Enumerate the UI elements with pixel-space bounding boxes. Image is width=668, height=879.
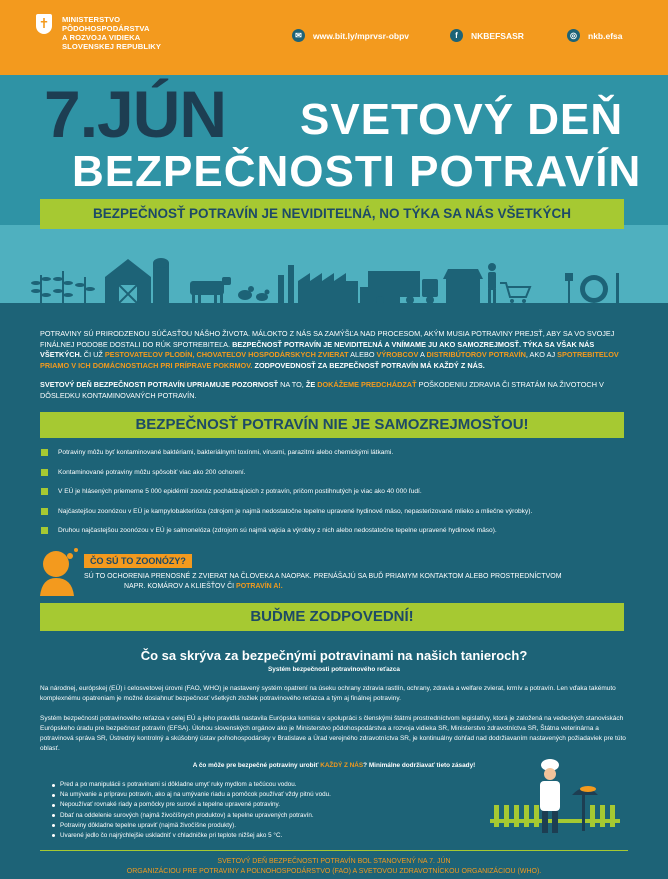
bullet-square-icon — [41, 488, 48, 495]
section-title-safety: BEZPEČNOSŤ POTRAVÍN NIE JE SAMOZREJMOSŤOU! — [40, 412, 624, 438]
intro-highlight: VÝROBCOV — [376, 350, 419, 359]
list-item: Na umývanie a prípravu potravín, ako aj na umývanie riadu a pomôcok používať vždy pitnú vodu. — [52, 790, 482, 800]
plant-icon — [31, 271, 95, 303]
intro-bold: ŽE — [305, 380, 316, 389]
zoonoses-highlight: POTRAVÍN A!. — [236, 583, 283, 590]
shop-icon — [443, 269, 483, 303]
system-subheading: Systém bezpečnosti potravinového reťazca — [268, 666, 400, 673]
footer-note — [0, 857, 668, 877]
zoonoses-heading: ČO SÚ TO ZOONÓZY? — [84, 554, 192, 568]
instagram-icon: ◎ — [567, 29, 580, 42]
intro-highlight: SPOTREBITEĽOV PRIAMO V ICH DOMÁCNOSTIACH PRI PRÍPRAVE POKRMOV. — [40, 350, 619, 370]
principles-text: ? Minimálne dodržiavať tieto zásady! — [363, 762, 476, 769]
zoonoses-line-text: NAPR. KOMÁROV A KLIEŠŤOV ČI — [124, 583, 235, 590]
facts-list — [40, 448, 630, 546]
intro-text: POTRAVINY SÚ PRIRODZENOU SÚČASŤOU NÁŠHO ŽIVOTA. MÁLOKTO Z NÁS SA ZAMÝŠĽA NAD PROCESOM, AKÝM MUSIA POTRAVINY PREJSŤ, ABY SA VO SVOJEJ FINÁLNEJ PODOBE DOSTALI DO RÚK SPOTREBITEĽA. — [40, 329, 615, 349]
list-item — [40, 487, 630, 507]
coat-of-arms-icon — [36, 14, 52, 34]
intro-highlight: DISTRIBÚTOROV POTRAVÍN — [426, 350, 526, 359]
instagram-link[interactable]: nkb.efsa — [588, 30, 623, 41]
footer-line: SVETOVÝ DEŇ BEZPEČNOSTI POTRAVÍN BOL STANOVENÝ NA 7. JÚN — [217, 858, 451, 865]
zoonoses-box — [40, 544, 628, 599]
facebook-link[interactable]: NKBEFSASR — [471, 30, 524, 41]
list-item — [40, 507, 630, 527]
social-web[interactable] — [292, 29, 409, 42]
bullet-square-icon — [41, 469, 48, 476]
zoonoses-text — [84, 572, 562, 592]
silo-icon — [153, 258, 169, 303]
cow-icon — [190, 277, 231, 303]
system-paragraph-2: Systém bezpečnosti potravinového reťazca v celej EÚ a jeho pravidlá nastavila Európska komisia v spolupráci s členskými štátmi prostredníctvom legislatívy, ktorá je založená na vedeckých stanoviskách Európskeho úradu pre bezpečnosť potravín (EFSA). Úlohou slovenských orgánov ako je Ministerstvo pôdohospodárstva a rozvoja vidieka SR, Ministerstvo zdravotníctva SR, Štátna veterinárna a potravinová správa SR, Ústredný kontrolný a skúšobný ústav poľnohospodársky v Bratislave a Úrad verejného zdravotníctva SR, je kontinuálny dohľad nad dodržiavaním nastavených požiadaviek pre túto oblasť. — [40, 715, 626, 752]
question-heading: Čo sa skrýva za bezpečnými potravinami na našich tanieroch? — [140, 648, 528, 663]
intro-text: NA TO, — [280, 380, 304, 389]
tips-list — [52, 780, 482, 841]
ministry-line: SLOVENSKEJ REPUBLIKY — [62, 42, 162, 51]
bullet-square-icon — [41, 449, 48, 456]
subtitle-band — [40, 199, 624, 229]
subtitle: BEZPEČNOSŤ POTRAVÍN JE NEVIDITEĽNÁ, NO TÝKA SA NÁS VŠETKÝCH — [92, 206, 572, 221]
intro-bold: ZODPOVEDNOSŤ ZA BEZPEČNOSŤ POTRAVÍN MÁ KAŽDÝ Z NÁS. — [254, 360, 485, 370]
bullet-square-icon — [41, 508, 48, 515]
bullet-square-icon — [41, 527, 48, 534]
list-item — [40, 526, 630, 546]
principles-highlight: KAŽDÝ Z NÁS — [320, 762, 364, 769]
list-item: Dbať na oddelenie surových (najmä živočíšnych produktov) a tepelne upravených potravín. — [52, 811, 482, 821]
intro-highlight: DOKÁŽEME PREDCHÁDZAŤ — [317, 380, 417, 389]
list-item: Potraviny dôkladne tepelne upraviť (najmä živočíšne produkty). — [52, 821, 482, 831]
facebook-icon: f — [450, 29, 463, 42]
chef-grill-illustration — [490, 757, 620, 842]
shopper-icon — [488, 263, 530, 303]
footer-line: ORGANIZÁCIOU PRE POTRAVINY A POĽNOHOSPODÁRSTVO (FAO) A SVETOVOU ZDRAVOTNÍCKOU ORGANIZÁCIOU (WHO). — [126, 868, 542, 875]
system-paragraph-1: Na národnej, európskej (EÚ) i celosvetovej úrovni (FAO, WHO) je nastavený systém opatrení na úseku ochrany zdravia rastlín, ochrany, zdravia a welfare zvierat, krmív a potravín. Len vďaka takémuto komplexnému opatreniam je možné dosiahnuť bezpečnosť všetkých zložiek potravinového reťazca a tým aj finálnej potraviny. — [40, 685, 616, 702]
intro-bold: SVETOVÝ DEŇ BEZPEČNOSTI POTRAVÍN UPRIAMUJE POZORNOSŤ — [40, 380, 279, 389]
mail-icon: ✉ — [292, 29, 305, 42]
list-item: Uvarené jedlo čo najrýchlejšie uskladniť v chladničke pri teplote nižšej ako 5 °C. — [52, 831, 482, 841]
list-item: Nepoužívať rovnaké riady a pomôcky pre surové a tepelne upravené potraviny. — [52, 800, 482, 810]
intro-paragraph-2 — [40, 380, 628, 401]
principles-text: A čo môže pre bezpečné potraviny urobiť — [192, 762, 319, 769]
list-item-text: Najčastejšou zoonózou v EÚ je kampylobakterióza (zdrojom je najmä nedostatočne tepelne upravené hydinové mäso, nepasterizované mlieko a mliečne výrobky). — [58, 507, 533, 515]
list-item-text: Potraviny môžu byť kontaminované baktériami, bakteriálnymi toxínmi, vírusmi, parazitmi alebo chemickými látkami. — [58, 449, 394, 456]
header-bar — [0, 0, 668, 75]
intro-text: ČI UŽ — [83, 350, 103, 359]
event-date: 7.JÚN — [44, 77, 227, 151]
plate-icon — [565, 273, 619, 303]
footer-divider — [40, 850, 628, 851]
title-line-2: BEZPEČNOSTI POTRAVÍN — [72, 147, 642, 196]
list-item-text: Druhou najčastejšou zoonózou v EÚ je salmonelóza (zdrojom sú najmä vajcia a výrobky z nich alebo nedostatočne tepelne upravené hydinové mäso). — [58, 527, 497, 534]
list-item-text: Kontaminované potraviny môžu spôsobiť viac ako 200 ochorení. — [58, 468, 246, 476]
intro-text: ALEBO — [350, 350, 375, 359]
list-item: Pred a po manipulácii s potravinami si dôkladne umyť ruky mydlom a tečúcou vodou. — [52, 780, 482, 790]
intro-paragraph — [40, 329, 628, 371]
social-facebook[interactable] — [450, 29, 524, 42]
zoonoses-line — [84, 582, 562, 592]
truck-icon — [368, 271, 438, 304]
food-chain-illustration — [0, 245, 668, 312]
ground-strip — [0, 303, 668, 312]
web-link[interactable]: www.bit.ly/mprvsr-obpv — [313, 30, 410, 41]
ministry-line: A ROZVOJA VIDIEKA — [62, 33, 141, 42]
chicken-icon — [238, 286, 270, 301]
ministry-name — [62, 15, 161, 51]
ministry-line: PÔDOHOSPODÁRSTVA — [62, 24, 150, 33]
list-item-text: V EÚ je hlásených priemerne 5 000 epidémií zoonóz pochádzajúcich z potravín, pričom postihnutých je viac ako 40 000 ľudí. — [58, 488, 422, 495]
section-title-responsible: BUĎME ZODPOVEDNÍ! — [40, 603, 624, 631]
barn-icon — [105, 259, 151, 303]
list-item — [40, 468, 630, 488]
intro-bold: BEZPEČNOSŤ POTRAVÍN JE NEVIDITEĽNÁ A VNÍMAME JU AKO SAMOZREJMOSŤ. TÝKA SA VŠAK NÁS VŠETKÝCH. — [40, 339, 595, 359]
intro-text: POŠKODENIU ZDRAVIA ČI STRATÁM NA ŽIVOTOCH V DÔSLEDKU KONTAMINOVANÝCH POTRAVÍN. — [40, 380, 604, 400]
thinking-person-icon — [40, 548, 80, 596]
intro-highlight: PESTOVATEĽOV PLODÍN, CHOVATEĽOV HOSPODÁRSKYCH ZVIERAT — [104, 350, 349, 359]
ministry-line: MINISTERSTVO — [62, 15, 121, 24]
list-item — [40, 448, 630, 468]
zoonoses-line: SÚ TO OCHORENIA PRENOSNÉ Z ZVIERAT NA ČLOVEKA A NAOPAK. PRENÁŠAJÚ SA BUĎ PRIAMYM KONTAKTOM ALEBO PROSTREDNÍCTVOM — [84, 573, 562, 580]
social-instagram[interactable] — [567, 29, 623, 42]
intro-text: A — [419, 350, 425, 359]
title-line-1: SVETOVÝ DEŇ — [300, 95, 624, 144]
hero — [0, 75, 668, 312]
intro-text: , AKO AJ — [525, 350, 556, 359]
